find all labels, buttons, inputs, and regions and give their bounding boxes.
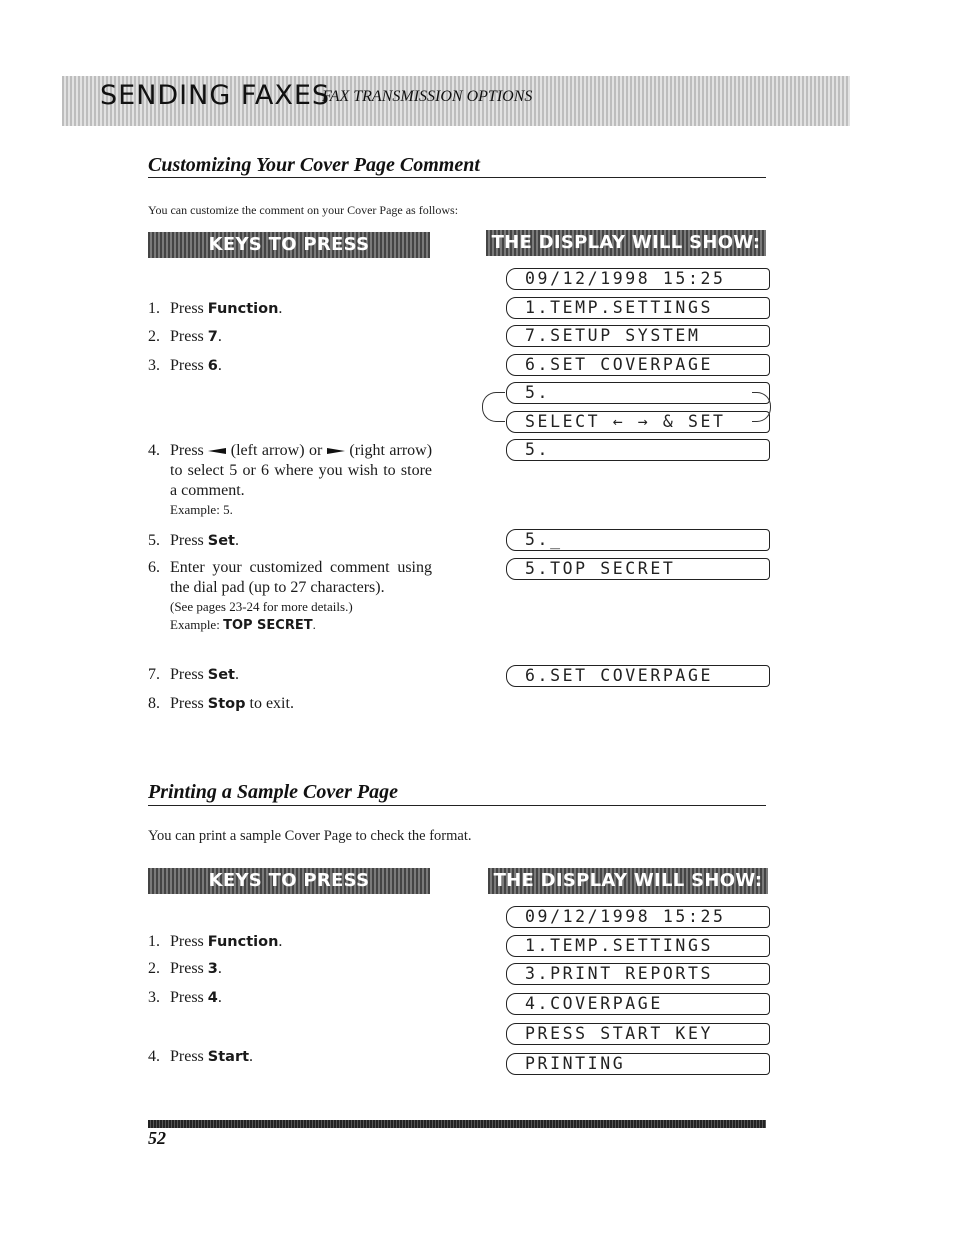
lcd-display: 3.PRINT REPORTS [506,963,770,985]
chapter-title: SENDING FAXES [100,80,331,111]
section-rule [148,805,766,806]
chapter-subtitle: FAX TRANSMISSION OPTIONS [322,88,533,105]
step-2: 2. Press 3. [148,960,222,977]
step-3: 3. Press 6. [148,357,222,374]
step-8: 8. Press Stop to exit. [148,695,294,712]
section-rule [148,177,766,178]
section-title-customizing: Customizing Your Cover Page Comment [148,154,480,176]
lcd-display: 7.SETUP SYSTEM [506,325,770,347]
left-arrow-icon [208,448,226,454]
step-4: 4. Press (left arrow) or (right arrow) to select 5 or 6 where you wish to store a comment. Example: 5. [148,442,433,517]
step-4: 4. Press Start. [148,1048,254,1065]
lcd-display: SELECT ← → & SET [506,411,770,433]
page-number: 52 [148,1128,166,1148]
step-2: 2. Press 7. [148,328,222,345]
step-1: 1. Press Function. [148,300,283,317]
lcd-display: 5. [506,439,770,461]
lcd-display: 5._ [506,529,770,551]
lcd-display: 1.TEMP.SETTINGS [506,935,770,957]
lcd-display: 5. [506,382,770,404]
section-title-printing: Printing a Sample Cover Page [148,781,398,803]
lcd-display: PRINTING [506,1053,770,1075]
keys-to-press-banner: KEYS TO PRESS [148,232,430,258]
lcd-display: 09/12/1998 15:25 [506,268,770,290]
step-7: 7. Press Set. [148,666,239,683]
step-5: 5. Press Set. [148,532,239,549]
keys-to-press-banner: KEYS TO PRESS [148,868,430,894]
lcd-display: 5.TOP SECRET [506,558,770,580]
lcd-display: 4.COVERPAGE [506,993,770,1015]
lcd-display: 1.TEMP.SETTINGS [506,297,770,319]
display-will-show-banner: THE DISPLAY WILL SHOW: [486,230,766,256]
lcd-display: 6.SET COVERPAGE [506,665,770,687]
step-1: 1. Press Function. [148,933,283,950]
step-3: 3. Press 4. [148,989,222,1006]
lcd-display: 6.SET COVERPAGE [506,354,770,376]
section-intro: You can print a sample Cover Page to check the format. [148,828,472,844]
right-arrow-icon [327,448,345,454]
loop-bracket-left [482,392,505,422]
step-6: 6. Enter your customized comment using the dial pad (up to 27 characters). (See pages 23-24 for more details.) Example: TOP SECRET. [148,559,432,633]
display-will-show-banner: THE DISPLAY WILL SHOW: [488,868,768,894]
footer-bar [148,1120,766,1128]
lcd-display: 09/12/1998 15:25 [506,906,770,928]
section-intro: You can customize the comment on your Cover Page as follows: [148,203,459,217]
lcd-display: PRESS START KEY [506,1023,770,1045]
